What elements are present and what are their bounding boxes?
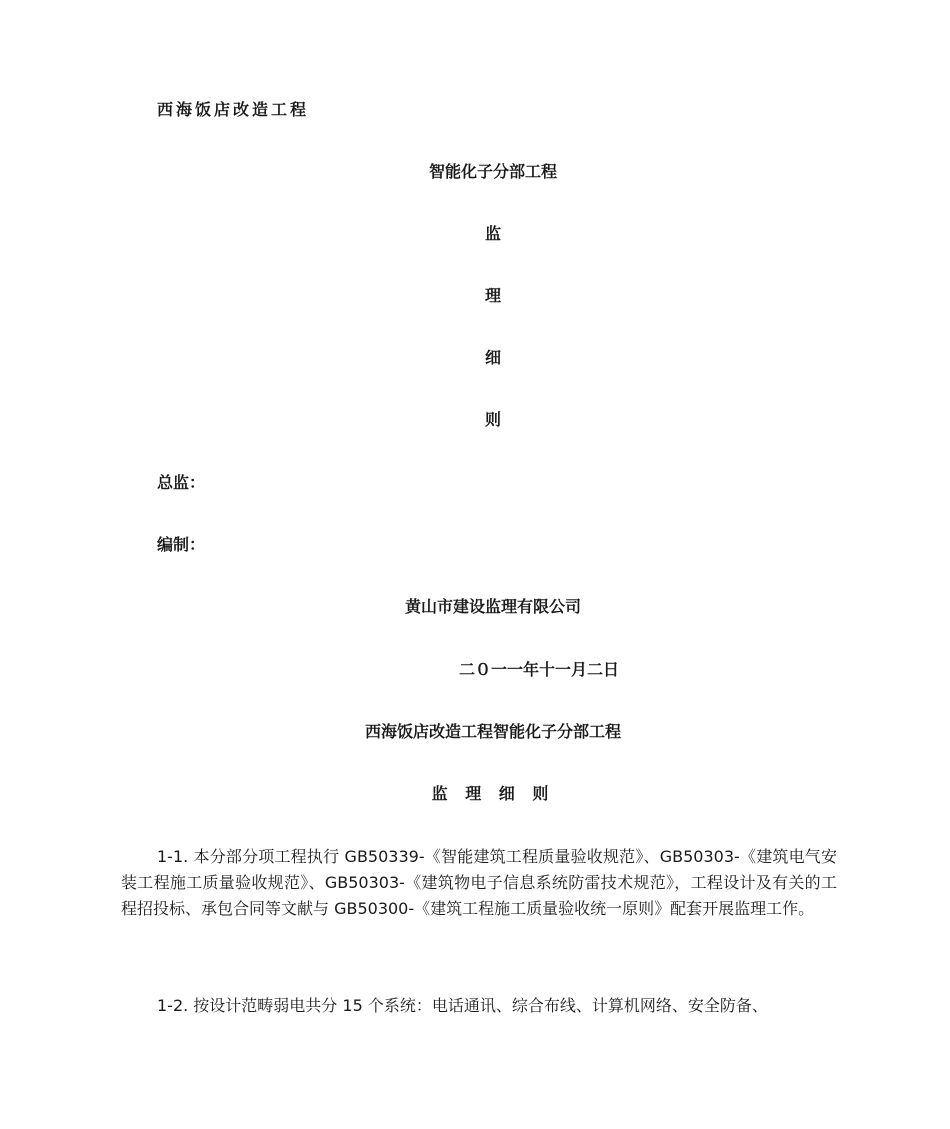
- company-name: 黄山市建设监理有限公司: [404, 597, 581, 616]
- vertical-title-char-4: 则: [484, 410, 501, 429]
- document-subtitle: 智能化子分部工程: [428, 162, 557, 181]
- paragraph-1-2: 1-2. 按设计范畴弱电共分 15 个系统：电话通讯、综合布线、计算机网络、安全防备、: [157, 996, 768, 1015]
- compiler-label: 编制：: [157, 535, 206, 554]
- document-date: 二０一一年十一月二日: [459, 660, 620, 679]
- section-heading: 监 理 细 则: [431, 784, 555, 803]
- vertical-title-char-2: 理: [484, 286, 501, 305]
- chief-supervisor-label: 总监：: [157, 473, 206, 492]
- vertical-title-char-3: 细: [484, 348, 501, 367]
- full-document-title: 西海饭店改造工程智能化子分部工程: [364, 722, 621, 741]
- project-title: 西海饭店改造工程: [157, 100, 310, 119]
- paragraph-1-1: 1-1. 本分部分项工程执行 GB50339-《智能建筑工程质量验收规范》、GB50303-《建筑电气安装工程施工质量验收规范》、GB50303-《建筑物电子信息系统防雷技术规范》，工程设计及有关的工程招投标、承包合同等文献与 GB50300-《建筑工程施工质量验收统一原则》配套开展监理工作。: [121, 847, 837, 918]
- vertical-title-char-1: 监: [484, 224, 501, 243]
